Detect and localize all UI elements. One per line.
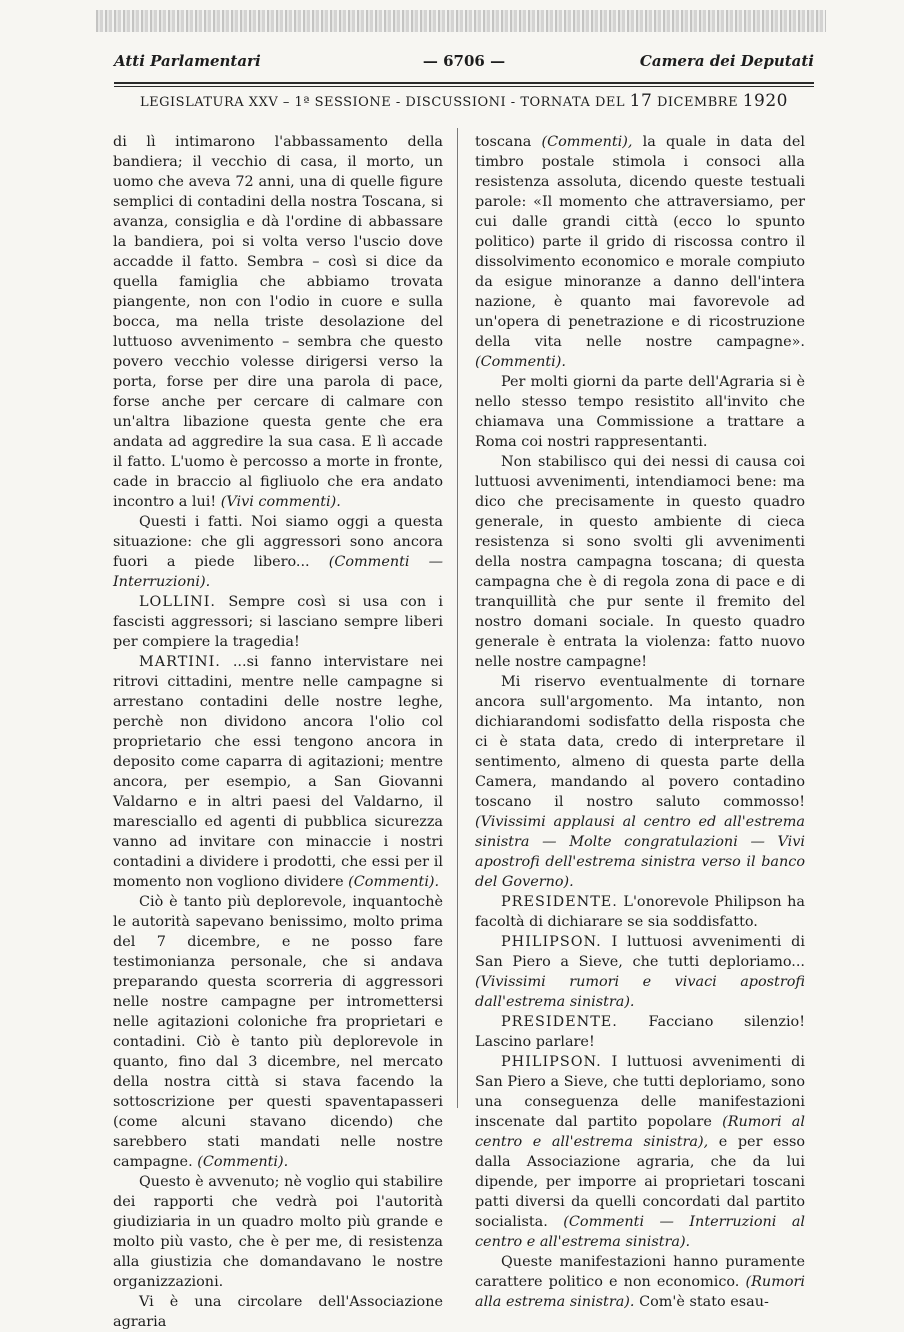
paragraph: toscana (Commenti), la quale in data del timbro postale stimola i consoci alla resistenza assoluta, dicendo queste testuali parole: «Il momento che attraversiamo, per cui dalle grandi città (ecco lo spunto politico) parte il grido di riscossa contro il dissolvimento economico e morale compiuto da esigue minoranze a danno dell'intera nazione, è quanto mai favorevole ad un'opera di penetrazione e di ricostruzione della vita nelle nostre campagne». (Commenti). (475, 134, 806, 370)
page-header (114, 52, 814, 82)
speaker-name: PHILIPSON. (501, 934, 602, 950)
paragraph: Mi riservo eventualmente di tornare ancora sull'argomento. Ma intanto, non dichiarandomi sodisfatto della risposta che ci è stata data, credo di interpretare il sentimento, almeno di questa parte della Camera, mandando al povero contadino toscano il nostro saluto commosso! (Vivissimi applausi al centro ed all'estrema sinistra — Molte congratulazioni — Vivi apostrofi dell'estrema sinistra verso il banco del Governo). (475, 674, 805, 890)
session-line: LEGISLATURA XXV – 1ª SESSIONE - DISCUSSIONI - TORNATA DEL 17 DICEMBRE 1920 (140, 91, 788, 111)
speech-philipson: PHILIPSON. I luttuosi avvenimenti di San Piero a Sieve, che tutti deploriamo... (Vivissimi rumori e vivaci apostrofi dall'estrema sinistra). (475, 934, 805, 1010)
speaker-name: PHILIPSON. (501, 1054, 602, 1070)
legislature: LEGISLATURA XXV (140, 95, 279, 110)
speech-martini: MARTINI. ...si fanno intervistare nei ritrovi cittadini, mentre nelle campagne si arrestano contadini delle nostre leghe, perchè non dividono ancora l'olio col proprietario che essi tengono ancora in deposito come caparra di agitazioni; mentre ancora, per esempio, a San Giovanni Valdarno e in altri paesi del Valdarno, il maresciallo ed agenti di pubblica sicurezza vanno ad invitare con minaccie i nostri contadini a dividere i prodotti, che essi per il momento non vogliono dividere (Commenti). (113, 654, 443, 890)
paragraph: di lì intimarono l'abbassamento della bandiera; il vecchio di casa, il morto, un uomo che aveva 72 anni, una di quelle figure semplici di contadini della nostra Toscana, si avanza, consiglia e dà l'ordine di abbassare la bandiera, poi si volta verso l'uscio dove accadde il fatto. Sembra – così si dice da quella famiglia che abbiamo trovata piangente, non con l'odio in cuore e sulla bocca, ma nella triste desolazione del luttuoso avvenimento – sembra che questo povero vecchio volesse dirigersi verso la porta, forse per dire una parola di pace, forse anche per cercare di calmare con un'altra libazione questa gente che era andata ad aggredire la sua casa. E lì accade il fatto. L'uomo è percosso a morte in fronte, cade in braccio al figliuolo che era andato incontro a lui! (Vivi commenti). (113, 134, 443, 510)
sitting-day: 17 (629, 91, 653, 111)
header-chamber: Camera dei Deputati (639, 52, 814, 70)
speech-presidente: PRESIDENTE. Facciano silenzio! Lascino parlare! (475, 1014, 805, 1050)
header-rule-thick (114, 82, 814, 84)
column-divider (457, 128, 458, 1108)
sitting-year: 1920 (742, 91, 788, 111)
header-publication: Atti Parlamentari (114, 52, 261, 70)
scan-noise-band (96, 10, 826, 32)
paragraph: Queste manifestazioni hanno puramente carattere politico e non economico. (Rumori alla estrema sinistra). Com'è stato esau- (475, 1254, 805, 1310)
speaker-name: LOLLINI. (139, 594, 217, 610)
sitting-month: DICEMBRE (656, 95, 739, 110)
paragraph: Non stabilisco qui dei nessi di causa coi luttuosi avvenimenti, intendiamoci bene: ma dico che precisamente in questo quadro generale, in questo ambiente di cieca resistenza si sono svolti gli avvenimenti della nostra campagna toscana; di questa campagna che è di regola zona di pace e di tranquillità che pur sente il fremito del nostro domani sociale. In questo quadro generale è entrata la violenza: fatto nuovo nelle nostre campagne! (475, 454, 805, 670)
header-page-number: — 6706 — (422, 52, 506, 70)
session: 1ª SESSIONE (294, 95, 392, 110)
header-rule-thin (114, 86, 814, 87)
speaker-name: PRESIDENTE. (501, 1014, 618, 1030)
speaker-name: PRESIDENTE. (501, 894, 618, 910)
left-column (113, 132, 443, 1332)
right-column (475, 132, 805, 1312)
paragraph: Per molti giorni da parte dell'Agraria si è nello stesso tempo resistito all'invito che chiamava una Commissione a trattare a Roma coi nostri rappresentanti. (475, 374, 805, 450)
paragraph: Vi è una circolare dell'Associazione agraria (113, 1294, 443, 1330)
section: DISCUSSIONI (405, 95, 507, 110)
sitting: TORNATA DEL (520, 95, 626, 110)
paragraph: Questi i fatti. Noi siamo oggi a questa situazione: che gli aggressori sono ancora fuori a piede libero... (Commenti — Interruzioni). (113, 514, 443, 590)
paragraph: Questo è avvenuto; nè voglio qui stabilire dei rapporti che vedrà poi l'autorità giudiziaria in un quadro molto più grande e molto più vasto, che è per me, di resistenza alla giustizia che domandavano le nostre organizzazioni. (113, 1174, 443, 1290)
paragraph: Ciò è tanto più deplorevole, inquantochè le autorità sapevano benissimo, molto prima del 7 dicembre, e ne posso fare testimonianza personale, che si andava preparando questa scorreria di aggressori nelle nostre campagne per intromettersi nelle agitazioni coloniche fra proprietari e contadini. Ciò è tanto più deplorevole in quanto, fino dal 3 dicembre, nel mercato della nostra città si stava facendo la sottoscrizione per questi spaventapasseri (come alcuni stavano dicendo) che sarebbero stati mandati nelle nostre campagne. (Commenti). (113, 894, 443, 1170)
speech-lollini: LOLLINI. Sempre così si usa con i fascisti aggressori; si lasciano sempre liberi per compiere la tragedia! (113, 594, 443, 650)
speech-philipson: PHILIPSON. I luttuosi avvenimenti di San Piero a Sieve, che tutti deploriamo, sono una conseguenza delle manifestazioni inscenate dal partito popolare (Rumori al centro e all'estrema sinistra), e per esso dalla Associazione agraria, che da lui dipende, per imporre ai proprietari toscani patti diversi da quelli concordati dal partito socialista. (Commenti — Interruzioni al centro e all'estrema sinistra). (475, 1054, 806, 1250)
speaker-name: MARTINI. (139, 654, 221, 670)
speech-presidente: PRESIDENTE. L'onorevole Philipson ha facoltà di dichiarare se sia soddisfatto. (475, 894, 806, 930)
